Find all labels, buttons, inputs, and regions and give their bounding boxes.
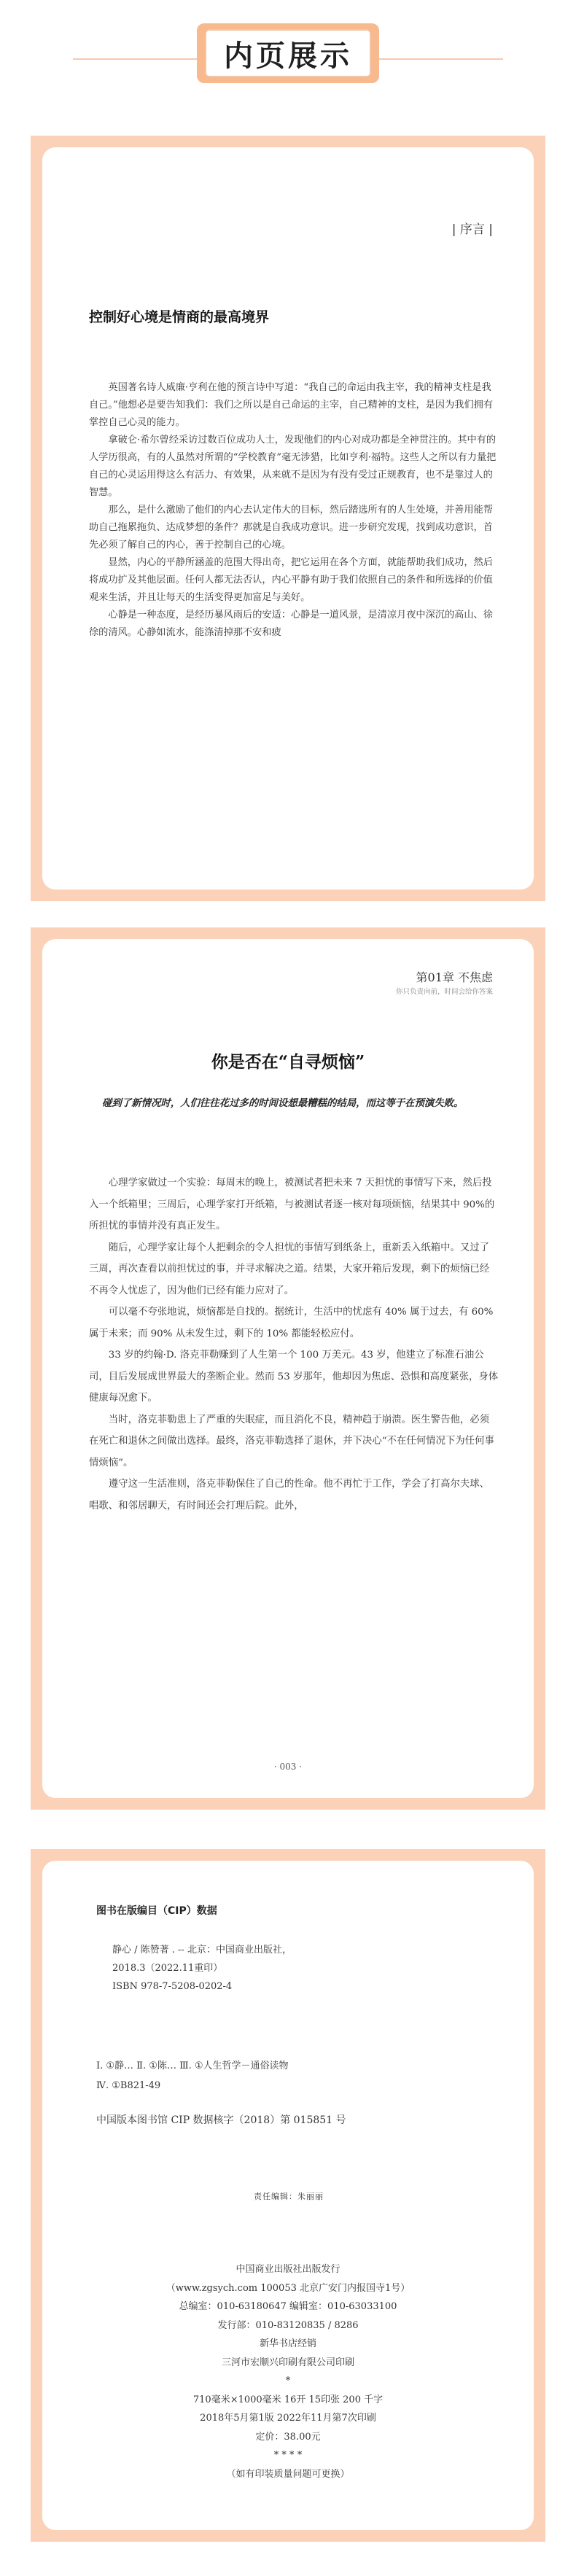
cip-number: 中国版本图书馆 CIP 数据核字（2018）第 015851 号 (96, 2114, 346, 2126)
paragraph: 当时，洛克菲勒患上了严重的失眠症，而且消化不良，精神趋于崩溃。医生警告他，必须在死亡和退休之间做出选择。最终，洛克菲勒选择了退休，并下决心“不在任何情况下为任何事情烦恼”。 (89, 1414, 494, 1468)
colophon-line: * (285, 2375, 291, 2386)
colophon-line: 三河市宏顺兴印刷有限公司印刷 (221, 2357, 354, 2368)
colophon-line: （www.zgsych.com 100053 北京广安门内报国寺1号） (166, 2282, 410, 2294)
paragraph: 那么，是什么激励了他们的内心去认定伟大的目标，然后踏选所有的人生处境，并善用能帮助自己拖累拖负、达成梦想的条件？那就是自我成功意识。进一步研究发现，找到成功意识，首先必须了解自己的内心，善于控制自己的心境。 (89, 505, 493, 550)
colophon-line: 中国商业出版社出版发行 (236, 2264, 340, 2275)
cip-line: ISBN 978-7-5208-0202-4 (112, 1981, 233, 1992)
epigraph: 碰到了新情况时，人们往往花过多的时间设想最糟糕的结局，而这等于在预演失败。 (102, 1097, 464, 1109)
running-head: | 序言 | (451, 222, 493, 237)
colophon (42, 2260, 534, 2483)
cip-record (96, 1941, 292, 1996)
page-cip (42, 1861, 534, 2530)
paragraph: 随后，心理学家让每个人把剩余的令人担忧的事情写到纸条上，重新丢入纸箱中。又过了三周，再次查看以前担忧过的事，并寻求解决之道。结果，大家开箱后发现，剩下的烦恼已经不再令人忧虑了，因为他们已经有能力应对了。 (89, 1242, 490, 1296)
cip-line: 静心 / 陈赞著 . -- 北京：中国商业出版社， (112, 1945, 292, 1956)
cip-classification (96, 2056, 289, 2096)
paragraph: 心静是一种态度，是经历暴风雨后的安适：心静是一道风景，是清凉月夜中深沉的高山、徐徐的清风。心静如流水，能涤清掉那不安和疲 (89, 610, 493, 638)
paragraph: 显然，内心的平静所涵盖的范围大得出奇，把它运用在各个方面，就能帮助我们成功，然后将成功扩及其他层面。任何人都无法否认，内心平静有助于我们依照自己的条件和所选择的价值观来生活，并且让每天的生活变得更加富足与美好。 (89, 557, 493, 603)
chapter-title: 你是否在“自寻烦恼” (211, 1052, 365, 1072)
colophon-line: 发行部：010-83120835 / 8286 (217, 2319, 359, 2331)
page-chapter (42, 939, 534, 1798)
colophon-line: （如有印装质量问题可更换） (226, 2468, 350, 2480)
paragraph: 英国著名诗人威廉·亨利在他的预言诗中写道：“我自己的命运由我主宰，我的精神支柱是我自己。”他想必是要告知我们：我们之所以是自己命运的主宰，自己精神的支柱，是因为我们拥有掌控自己心灵的能力。 (89, 382, 494, 428)
classification-line: Ⅰ. ①静… Ⅱ. ①陈… Ⅲ. ①人生哲学－通俗读物 (96, 2061, 289, 2071)
paragraph: 33 岁的约翰·D. 洛克菲勒赚到了人生第一个 100 万美元。43 岁，他建立了标准石油公司，目后发展成世界最大的垄断企业。然而 53 岁那年，他却因为焦虑、恐惧和高度紧张，身体健康每况愈下。 (89, 1350, 499, 1404)
colophon-line: * * * * (273, 2450, 303, 2461)
banner (197, 23, 379, 83)
paragraph: 心理学家做过一个实验：每周末的晚上，被测试者把未来 7 天担忧的事情写下来，然后投入一个纸箱里；三周后，心理学家打开纸箱，与被测试者逐一核对每项烦恼，结果其中 90%的所担忧的事情并没有真正发生。 (89, 1178, 495, 1231)
colophon-line: 总编室：010-63180647 编辑室：010-63033100 (179, 2301, 397, 2312)
paragraph: 拿破仑·希尔曾经采访过数百位成功人士，发现他们的内心对成功都是全神贯注的。其中有的人学历很高，有的人虽然对所谓的“学校教育”毫无涉猎，比如亨利·福特。这些人之所以有力量把自己的心灵运用得这么有活力、有效果，从来就不是因为有没有受过正规教育，也不是靠过人的智慧。 (89, 435, 497, 498)
banner-title: 内页展示 (205, 29, 371, 77)
colophon-line: 新华书店经销 (259, 2338, 316, 2349)
page-number: · 003 · (273, 1762, 303, 1772)
colophon-line: 710毫米×1000毫米 16开 15印张 200 千字 (192, 2394, 384, 2405)
colophon-line: 定价：38.00元 (255, 2431, 321, 2443)
banner-area (0, 20, 576, 86)
page-frame-cip (31, 1849, 545, 2542)
colophon-line: 2018年5月第1版 2022年11月第7次印刷 (200, 2413, 376, 2424)
preface-body (89, 379, 497, 642)
chapter-heading: 第01章 不焦虑 (416, 970, 493, 984)
cip-line: 2018.3（2022.11重印） (112, 1963, 223, 1974)
page-preface (42, 147, 534, 890)
cip-title: 图书在版编目（CIP）数据 (96, 1905, 217, 1917)
page-frame-chapter (31, 927, 545, 1810)
paragraph: 遵守这一生活准则，洛克菲勒保住了自己的性命。他不再忙于工作，学会了打高尔夫球、唱歌、和邻居聊天，有时间还会打理后院。此外， (89, 1479, 490, 1511)
responsible-editor: 责任编辑：朱丽丽 (254, 2192, 324, 2201)
chapter-subtitle: 你只负责向前，时间会给你答案 (395, 988, 493, 996)
page-frame-preface (31, 136, 545, 901)
preface-title: 控制好心境是情商的最高境界 (89, 309, 270, 325)
chapter-body (89, 1172, 499, 1517)
classification-line: Ⅳ. ①B821-49 (96, 2080, 161, 2091)
paragraph: 可以毫不夸张地说，烦恼都是自找的。据统计，生活中的忧虑有 40% 属于过去，有 60% 属于未来；而 90% 从未发生过，剩下的 10% 都能轻松应付。 (89, 1307, 494, 1339)
